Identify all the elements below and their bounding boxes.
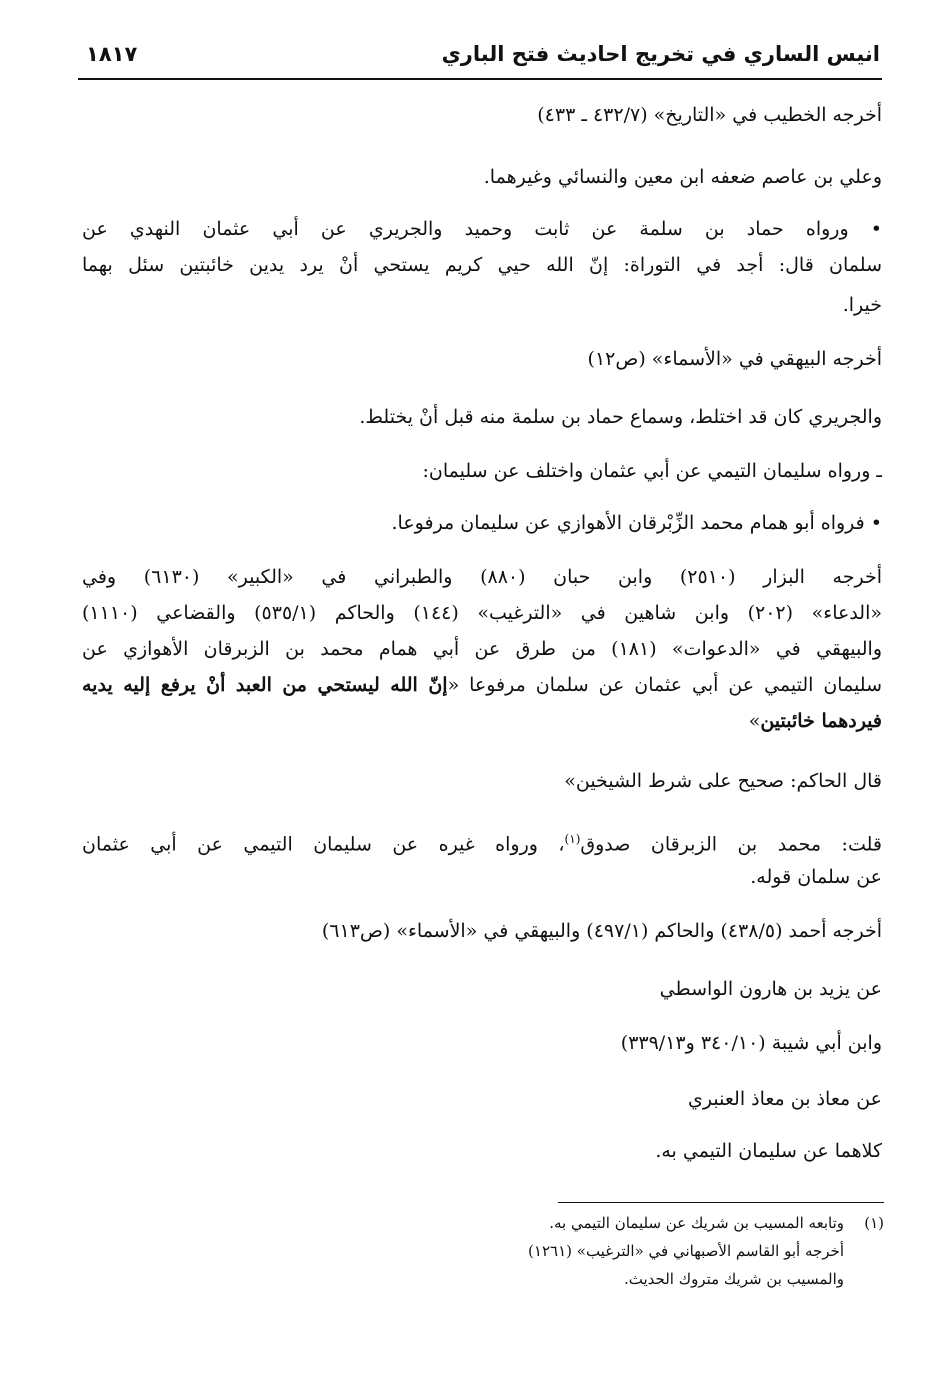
text-line: ـ ورواه سليمان التيمي عن أبي عثمان واختلف عن سليمان: [422, 460, 882, 482]
footnote-rule [558, 1202, 884, 1203]
header-rule [78, 78, 882, 80]
text-line: عن سلمان قوله. [750, 866, 882, 888]
text-line: قال الحاكم: صحيح على شرط الشيخين» [564, 770, 882, 792]
footnote-line [300, 1210, 884, 1236]
text-line: عن يزيد بن هارون الواسطي [659, 978, 882, 1000]
footnote-line [300, 1266, 884, 1292]
text-line: أخرجه البزار (٢٥١٠) وابن حبان (٨٨٠) والطبراني في «الكبير» (٦١٣٠) وفي [82, 566, 882, 588]
text-line-with-footnote [82, 822, 882, 856]
text-line: وابن أبي شيبة (٣٤٠/١٠ و٣٣٩/١٣) [620, 1032, 882, 1054]
hadith-text: فيردهما خائبتين [760, 710, 882, 732]
footnote-text: أخرجه أبو القاسم الأصبهاني في «الترغيب» (١٢٦١) [528, 1242, 844, 1260]
text-line: أخرجه أحمد (٤٣٨/٥) والحاكم (٤٩٧/١) والبيهقي في «الأسماء» (ص٦١٣) [321, 920, 882, 942]
closing-quote: » [748, 710, 761, 732]
text-line: • ورواه حماد بن سلمة عن ثابت وحميد والجريري عن أبي عثمان النهدي عن [82, 218, 882, 240]
footnote-number: (١) [864, 1214, 884, 1232]
text-line-hadith [82, 668, 882, 702]
footnote-text: وتابعه المسيب بن شريك عن سليمان التيمي به. [549, 1214, 844, 1232]
footnote-line [300, 1238, 884, 1264]
text-segment: سليمان التيمي عن أبي عثمان عن سلمان مرفوعا « [447, 674, 882, 696]
footnote-marker: (١) [564, 832, 581, 846]
footnote-text: والمسيب بن شريك متروك الحديث. [623, 1270, 844, 1288]
hadith-text: إنّ الله ليستحي من العبد أنْ يرفع إليه يديه [82, 674, 448, 696]
text-line-hadith-end [749, 704, 882, 738]
text-line: والجريري كان قد اختلط، وسماع حماد بن سلمة منه قبل أنْ يختلط. [359, 406, 882, 428]
text-line: • فرواه أبو همام محمد الزِّبْرقان الأهوازي عن سليمان مرفوعا. [391, 512, 882, 534]
text-line: وعلي بن عاصم ضعفه ابن معين والنسائي وغيرهما. [483, 166, 882, 188]
text-segment: ، ورواه غيره عن سليمان التيمي عن أبي عثمان [82, 833, 565, 856]
text-segment: قلت: محمد بن الزبرقان صدوق [580, 833, 882, 856]
text-line: سلمان قال: أجد في التوراة: إنّ الله حيي كريم يستحي أنْ يرد يدين خائبتين سئل بهما [82, 254, 882, 276]
text-line: أخرجه البيهقي في «الأسماء» (ص١٢) [587, 348, 882, 370]
text-line: عن معاذ بن معاذ العنبري [688, 1088, 882, 1110]
page-number: ١٨١٧ [86, 42, 138, 66]
text-line: خيرا. [842, 294, 882, 316]
running-title: انيس الساري في تخريج احاديث فتح الباري [441, 42, 880, 66]
text-line: والبيهقي في «الدعوات» (١٨١) من طرق عن أبي همام محمد بن الزبرقان الأهوازي عن [82, 638, 882, 660]
text-line: أخرجه الخطيب في «التاريخ» (٤٣٢/٧ ـ ٤٣٣) [537, 104, 882, 126]
text-line: «الدعاء» (٢٠٢) وابن شاهين في «الترغيب» (١٤٤) والحاكم (٥٣٥/١) والقضاعي (١١١٠) [82, 602, 882, 624]
page-header [80, 36, 880, 76]
text-line: كلاهما عن سليمان التيمي به. [655, 1140, 882, 1162]
